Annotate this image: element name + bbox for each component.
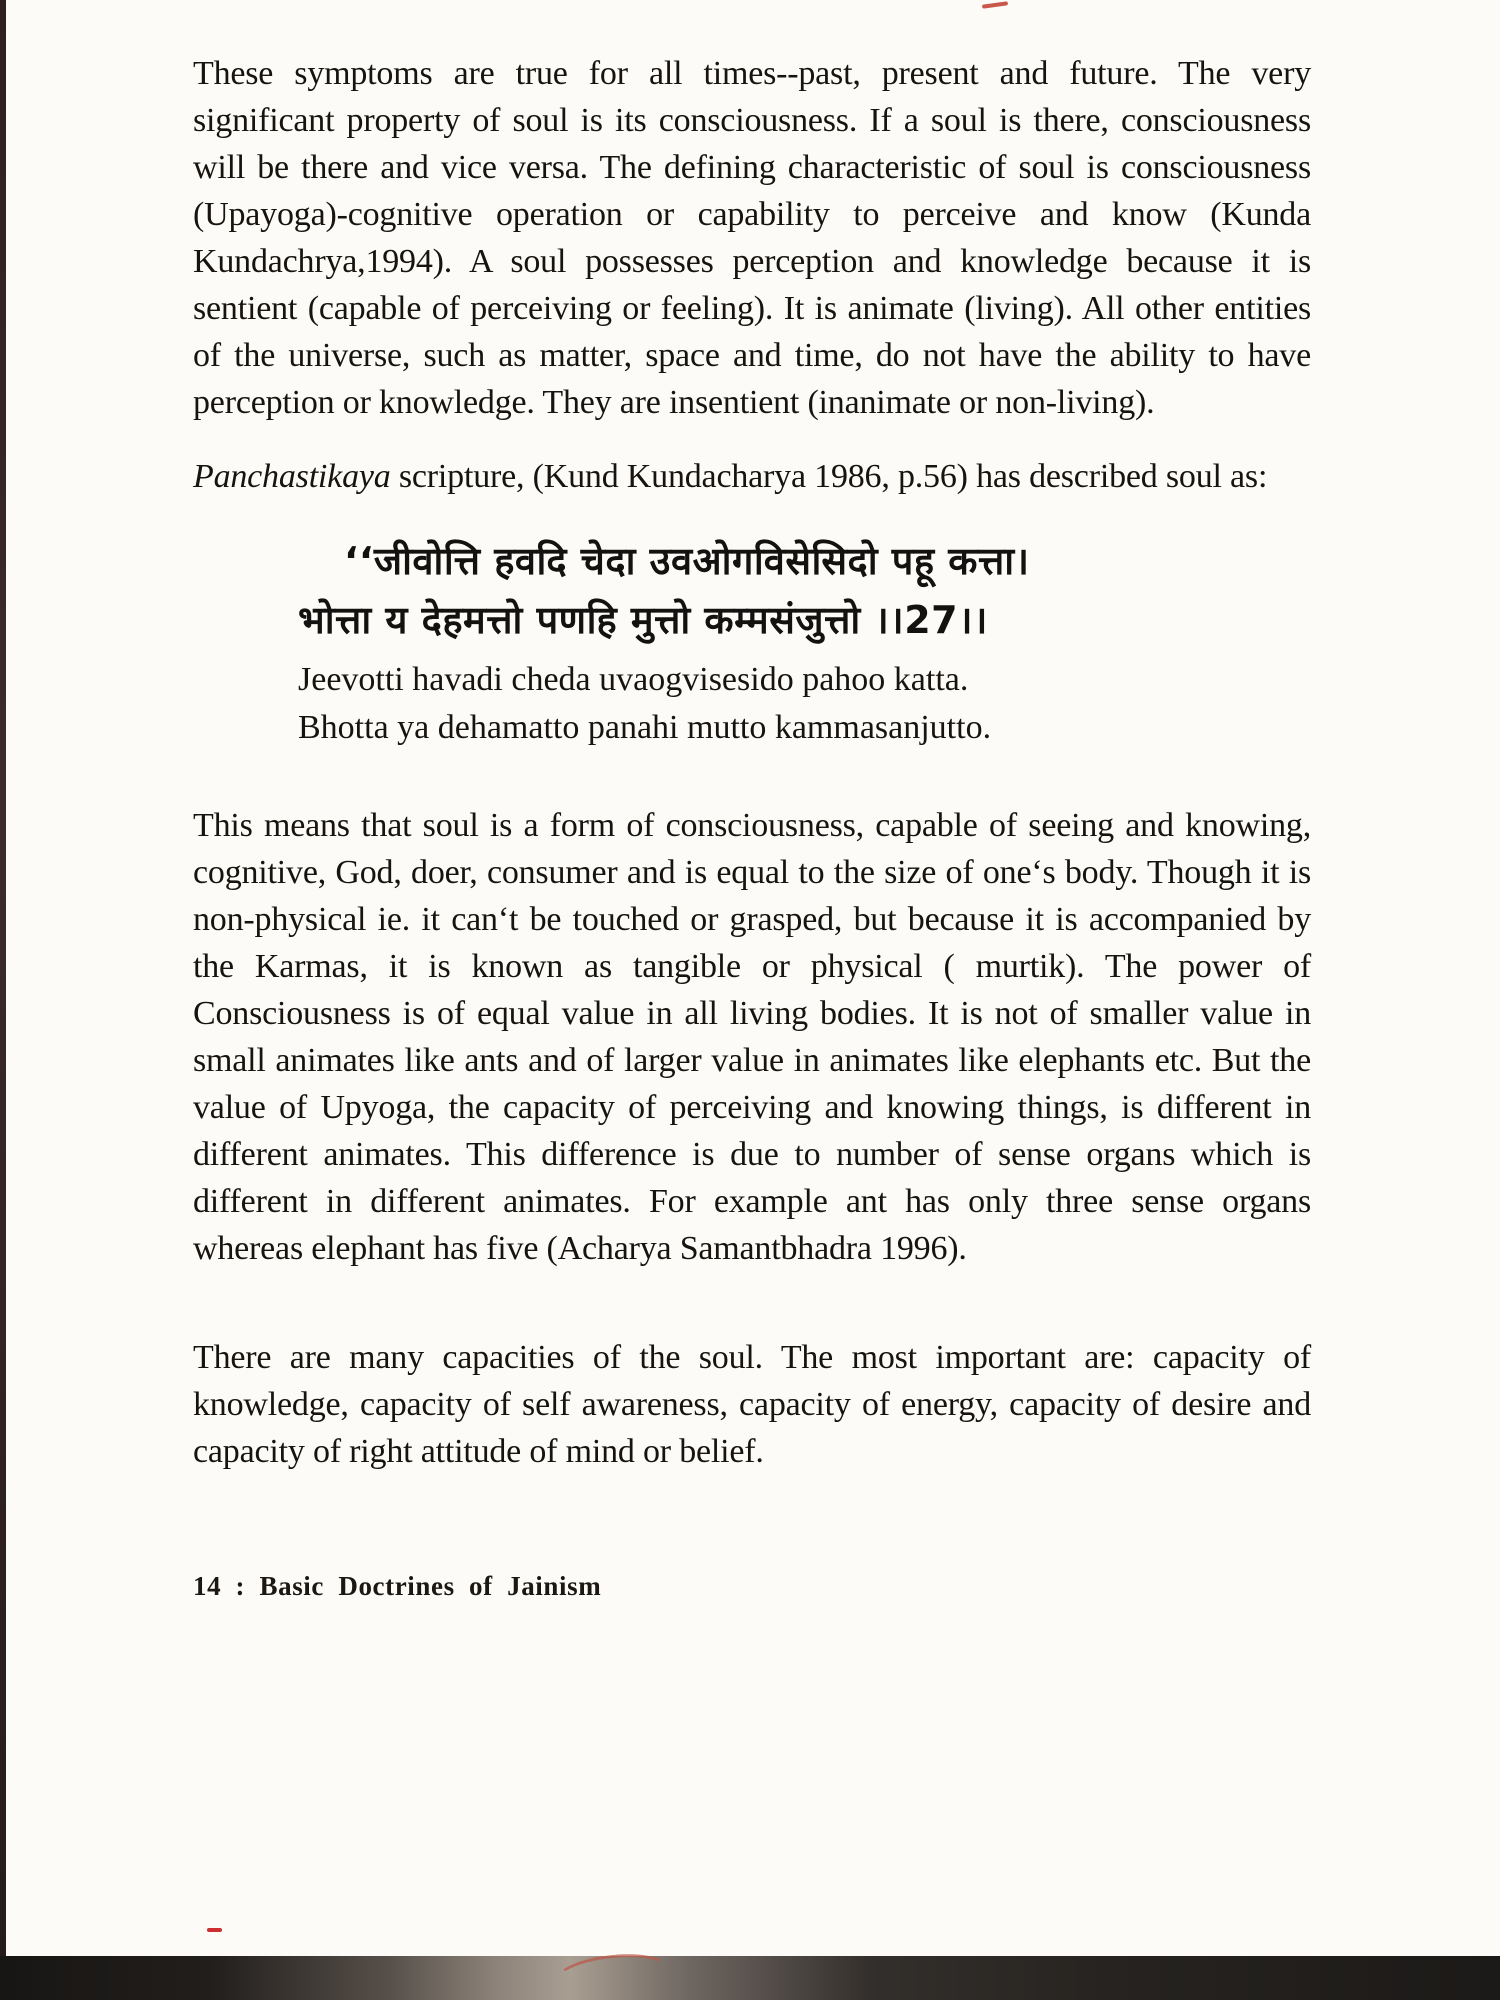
scan-edge-bottom-band [0, 1956, 1500, 2000]
paragraph-soul-meaning: This means that soul is a form of consciousness, capable of seeing and knowing, cognitive, God, doer, consumer and is equal to the size of one‘s body. Though it is non-physical ie. it can‘t be touched or grasped, but because it is accompanied by the Karmas, it is known as tangible or physical ( murtik). The power of Consciousness is of equal value in all living bodies. It is not of smaller value in small animates like ants and of larger value in animates like elephants etc. But the value of Upyoga, the capacity of perceiving and knowing things, is different in different animates. This difference is due to number of sense organs which is different in different animates. For example ant has only three sense organs whereas elephant has five (Acharya Samantbhadra 1996). [193, 807, 1311, 1267]
verse-devanagari-line2: भोत्ता य देहमत्तो पणहि मुत्तो कम्मसंजुत्तो ।।27।। [298, 598, 988, 642]
page-footer: 14 : Basic Doctrines of Jainism [193, 1571, 602, 1601]
text-column [193, 0, 1311, 1602]
verse-transliteration-line2: Bhotta ya dehamatto panahi mutto kammasanjutto. [298, 709, 992, 746]
verse-transliteration-line1: Jeevotti havadi cheda uvaogvisesido pahoo katta. [298, 661, 969, 698]
paragraph-soul-symptoms: These symptoms are true for all times--past, present and future. The very significant property of soul is its consciousness. If a soul is there, consciousness will be there and vice versa. The defining characteristic of soul is consciousness (Upayoga)-cognitive operation or capability to perceive and know (Kunda Kundachrya,1994). A soul possesses perception and knowledge because it is sentient (capable of perceiving or feeling). It is animate (living). All other entities of the universe, such as matter, space and time, do not have the ability to have perception or knowledge. They are insentient (inanimate or non-living). [193, 55, 1311, 421]
verse-block [298, 532, 1311, 752]
panchastikaya-intro-text: scripture, (Kund Kundacharya 1986, p.56) has described soul as: [390, 458, 1268, 495]
panchastikaya-title-italic: Panchastikaya [193, 458, 391, 495]
red-pen-mark-bottom [207, 1928, 222, 1932]
paragraph-soul-capacities: There are many capacities of the soul. The most important are: capacity of knowledge, capacity of self awareness, capacity of energy, capacity of desire and capacity of right attitude of mind or belief. [193, 1339, 1311, 1470]
scan-edge-left [0, 0, 6, 2000]
verse-devanagari-line1: ‘‘जीवोत्ति हवदि चेदा उवओगविसेसिदो पहू कत्ता। [344, 539, 1030, 583]
paragraph-panchastikaya-intro [193, 453, 1311, 500]
